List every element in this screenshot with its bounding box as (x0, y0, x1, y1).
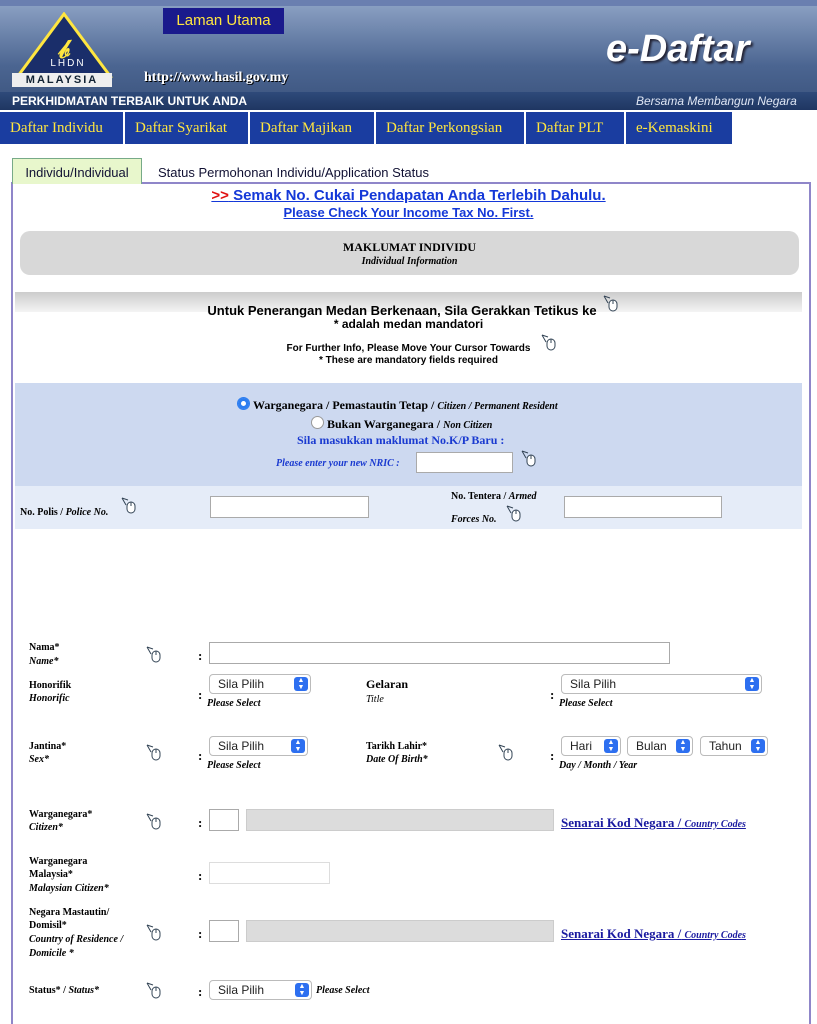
top-strip (0, 0, 817, 6)
info-line-2: * adalah medan mandatori (333, 317, 484, 331)
non-citizen-label: Bukan Warganegara / Non Citizen (327, 417, 493, 431)
malaysian-citizen-label-1: Warganegara (29, 856, 88, 867)
brand-title: e-Daftar (606, 28, 750, 70)
name-label-en: Name* (29, 656, 59, 667)
citizen-code-input[interactable] (209, 809, 239, 831)
status-select[interactable]: Sila Pilih ▲ ▼ (209, 980, 312, 1000)
mouse-icon (145, 923, 163, 941)
armed-forces-input[interactable] (564, 496, 722, 518)
honorific-label-en: Honorific (29, 693, 70, 704)
colon: : (198, 648, 203, 663)
radio-citizen[interactable] (237, 397, 250, 410)
nav-e-kemaskini[interactable]: e-Kemaskini (626, 112, 734, 144)
mouse-icon (505, 504, 523, 522)
title-label-en: Title (366, 694, 384, 705)
please-select-hint: Please Select (207, 760, 261, 771)
please-select-hint: Please Select (559, 698, 613, 709)
svg-text:𝒷: 𝒷 (58, 35, 70, 65)
mouse-icon (145, 981, 163, 999)
nav-daftar-syarikat[interactable]: Daftar Syarikat (125, 112, 250, 144)
colon: : (550, 687, 555, 702)
armed-label-1: No. Tentera / Armed (451, 491, 537, 502)
mouse-icon (145, 743, 163, 761)
malaysian-citizen-label-en: Malaysian Citizen* (29, 883, 109, 894)
dob-label-en: Date Of Birth* (366, 754, 428, 765)
dmy-hint: Day / Month / Year (559, 760, 638, 771)
nav-daftar-majikan[interactable]: Daftar Majikan (250, 112, 376, 144)
tagline-left: PERKHIDMATAN TERBAIK UNTUK ANDA (12, 94, 248, 108)
info-line-3: For Further Info, Please Move Your Cursor Towards (286, 343, 531, 354)
check-tax-english[interactable]: Please Check Your Income Tax No. First. (283, 205, 534, 220)
section-subtitle: Individual Information (361, 256, 458, 267)
logo-text: LHDN (50, 58, 86, 69)
police-input[interactable] (210, 496, 369, 518)
please-select-hint: Please Select (207, 698, 261, 709)
residence-label-en-1: Country of Residence / (29, 934, 124, 945)
citizen-field-label: Warganegara* (29, 809, 93, 820)
mouse-icon (145, 645, 163, 663)
honorific-label: Honorifik (29, 680, 72, 691)
sex-label: Jantina* (29, 741, 67, 752)
colon: : (550, 748, 555, 763)
honorific-select[interactable]: Sila Pilih ▲ ▼ (209, 674, 311, 694)
residence-label-1: Negara Mastautin/ (29, 907, 110, 918)
tagline-right: Bersama Membangun Negara (636, 94, 797, 108)
day-select[interactable]: Hari ▲ ▼ (561, 736, 621, 756)
mouse-icon (520, 449, 538, 467)
info-line-1: Untuk Penerangan Medan Berkenaan, Sila Gerakkan Tetikus ke (207, 303, 597, 318)
check-tax-link[interactable] (0, 187, 817, 204)
radio-non-citizen[interactable] (311, 416, 324, 429)
colon: : (198, 868, 203, 883)
tab-application-status[interactable]: Status Permohonan Individu/Application Status (158, 165, 430, 180)
nav-daftar-individu[interactable]: Daftar Individu (0, 112, 125, 144)
nav-daftar-plt[interactable]: Daftar PLT (526, 112, 626, 144)
citizen-country-display (246, 809, 554, 831)
malaysian-citizen-input[interactable] (209, 862, 330, 884)
tab-individual[interactable]: Individu/Individual (12, 158, 142, 184)
police-label: No. Polis / Police No. (20, 507, 109, 518)
info-line-4: * These are mandatory fields required (319, 355, 498, 366)
colon: : (198, 815, 203, 830)
sex-label-en: Sex* (29, 754, 49, 765)
name-input[interactable] (209, 642, 670, 664)
please-select-hint: Please Select (316, 985, 370, 996)
country-codes-link[interactable]: Senarai Kod Negara / Country Codes (561, 815, 746, 830)
citizen-label: Warganegara / Pemastautin Tetap / Citizen / Permanent Resident (253, 398, 558, 412)
name-label: Nama* (29, 642, 60, 653)
mouse-icon (120, 496, 138, 514)
colon: : (198, 748, 203, 763)
residence-label-en-2: Domicile * (29, 948, 74, 959)
mouse-icon (497, 743, 515, 761)
colon: : (198, 687, 203, 702)
residence-code-input[interactable] (209, 920, 239, 942)
dob-label: Tarikh Lahir* (366, 741, 428, 752)
year-select[interactable]: Tahun ▲ ▼ (700, 736, 768, 756)
month-select[interactable]: Bulan ▲ ▼ (627, 736, 693, 756)
nric-input[interactable] (416, 452, 513, 473)
mouse-icon (540, 333, 558, 351)
site-url: http://www.hasil.gov.my (144, 70, 289, 85)
arrow-marker: >> (211, 187, 229, 204)
armed-label-2: Forces No. (451, 514, 497, 525)
colon: : (198, 984, 203, 999)
residence-label-2: Domisil* (29, 920, 67, 931)
mouse-icon (602, 294, 620, 312)
residence-country-display (246, 920, 554, 942)
colon: : (198, 926, 203, 941)
citizen-field-label-en: Citizen* (29, 822, 63, 833)
nav-daftar-perkongsian[interactable]: Daftar Perkongsian (376, 112, 526, 144)
check-tax-malay: Semak No. Cukai Pendapatan Anda Terlebih Dahulu. (233, 187, 606, 204)
home-button[interactable]: Laman Utama (163, 8, 284, 34)
mouse-icon (145, 812, 163, 830)
nric-prompt-english: Please enter your new NRIC : (276, 458, 400, 469)
country-codes-link[interactable]: Senarai Kod Negara / Country Codes (561, 926, 746, 941)
status-label: Status* / Status* (29, 985, 100, 996)
malaysian-citizen-label-2: Malaysia* (29, 869, 73, 880)
logo-country: MALAYSIA (12, 73, 112, 87)
nric-prompt-malay: Sila masukkan maklumat No.K/P Baru : (297, 433, 505, 447)
sex-select[interactable]: Sila Pilih ▲ ▼ (209, 736, 308, 756)
title-label: Gelaran (366, 677, 408, 691)
title-select[interactable]: Sila Pilih ▲ ▼ (561, 674, 762, 694)
section-title: MAKLUMAT INDIVIDU (342, 240, 477, 254)
